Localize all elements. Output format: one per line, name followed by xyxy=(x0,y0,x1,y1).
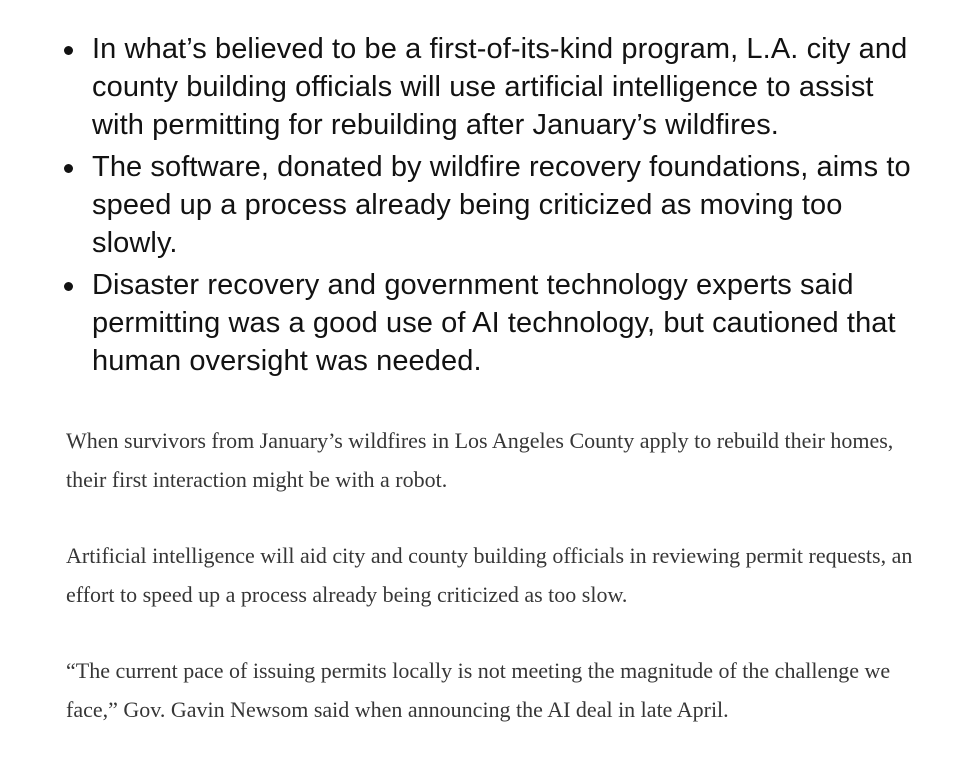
summary-item xyxy=(0,266,973,380)
summary-item xyxy=(0,148,973,262)
bullet-icon xyxy=(64,164,73,173)
bullet-icon xyxy=(64,282,73,291)
summary-item-text: The software, donated by wildfire recovery foundations, aims to speed up a process already being criticized as moving too slowly. xyxy=(92,151,911,259)
article-paragraph: When survivors from January’s wildfires in Los Angeles County apply to rebuild their homes, their first interaction might be with a robot. xyxy=(66,428,894,492)
article-body xyxy=(66,421,936,766)
summary-item xyxy=(0,30,973,144)
article-paragraph: “The current pace of issuing permits locally is not meeting the magnitude of the challenge we face,” Gov. Gavin Newsom said when announcing the AI deal in late April. xyxy=(66,658,891,722)
summary-item-text: Disaster recovery and government technology experts said permitting was a good use of AI technology, but cautioned that human oversight was needed. xyxy=(92,269,896,377)
summary-item-text: In what’s believed to be a first-of-its-kind program, L.A. city and county building officials will use artificial intelligence to assist with permitting for rebuilding after January’s wildfires. xyxy=(92,33,908,141)
bullet-icon xyxy=(64,46,73,55)
article-paragraph: Artificial intelligence will aid city and county building officials in reviewing permit requests, an effort to speed up a process already being criticized as too slow. xyxy=(66,543,913,607)
article-summary-list xyxy=(0,30,973,384)
